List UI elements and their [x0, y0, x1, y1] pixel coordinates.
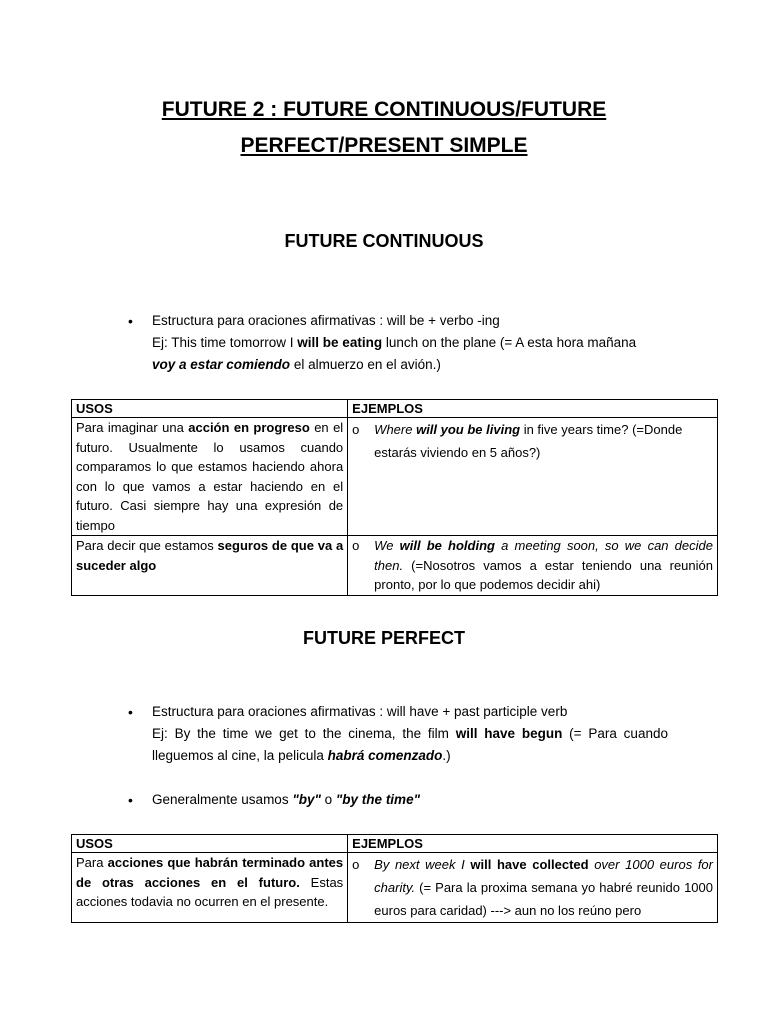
- column-header-ejemplos: EJEMPLOS: [348, 400, 718, 418]
- example-text: (= Para cuando: [562, 726, 668, 741]
- ejemplo-translation: estarás viviendo en 5 años?): [374, 445, 541, 460]
- perfect-structure-bullet: [128, 701, 668, 767]
- continuous-structure-bullet: [128, 310, 668, 376]
- ejemplo-text: a meeting soon, so we can decide then.: [374, 538, 713, 573]
- ejemplo-translation: (=Nosotros vamos a estar teniendo una reunión pronto, por lo que podemos decidir ahi): [374, 557, 713, 592]
- example-translation-text: el almuerzo en el avión.): [290, 357, 441, 372]
- ejemplo-translation: (=Donde: [628, 422, 683, 437]
- example-text: This time tomorrow I: [171, 335, 298, 350]
- structure-formula: will have + past participle verb: [386, 704, 568, 719]
- example-translation-line: [152, 354, 668, 376]
- table-header-row: [72, 835, 718, 853]
- ejemplo-cell: [348, 536, 718, 596]
- example-translation-highlight: voy a estar comiendo: [152, 357, 291, 372]
- structure-label: Estructura para oraciones afirmativas :: [152, 313, 387, 328]
- bullet-dot-icon: •: [128, 792, 133, 808]
- perfect-usage-table: [71, 834, 718, 923]
- structure-line: [152, 701, 668, 723]
- example-translation-line: [152, 745, 668, 767]
- ejemplo-text: over 1000 euros for charity.: [374, 857, 713, 895]
- ejemplo-cell: [348, 418, 718, 536]
- uso-highlight: seguros de que va a suceder algo: [76, 538, 344, 573]
- continuous-usage-table: [71, 399, 718, 596]
- document-title-line-2: PERFECT/PRESENT SIMPLE: [240, 134, 528, 157]
- table-row: [72, 853, 718, 923]
- example-prefix: Ej:: [152, 726, 175, 741]
- bullet-dot-icon: •: [128, 704, 133, 720]
- section-heading-future-continuous: FUTURE CONTINUOUS: [284, 231, 484, 251]
- structure-line: [152, 310, 668, 332]
- uso-text: en el futuro. Usualmente lo usamos cuando comparamos lo que estamos haciendo ahora con lo que vamos a estar haciendo en el futuro. Casi siempre hay una expresión de tiempo: [76, 420, 344, 533]
- list-marker-icon: o: [352, 538, 360, 553]
- example-translation-highlight: habrá comenzado: [327, 748, 443, 763]
- ejemplo-item: [352, 418, 713, 464]
- column-header-usos: USOS: [72, 400, 348, 418]
- structure-formula: will be + verbo -ing: [386, 313, 500, 328]
- uso-text: Estas acciones todavia no ocurren en el presente.: [76, 874, 344, 909]
- table-header-row: [72, 400, 718, 418]
- column-header-ejemplos: EJEMPLOS: [348, 835, 718, 853]
- ejemplo-highlight: will have collected: [470, 857, 589, 872]
- uso-text: Para: [76, 855, 108, 870]
- ejemplo-highlight: will be holding: [399, 538, 495, 553]
- bullet-dot-icon: •: [128, 313, 133, 329]
- uso-text: Para imaginar una: [76, 420, 189, 435]
- usage-note-highlight: "by the time": [335, 792, 420, 807]
- document-title-line-1: FUTURE 2 : FUTURE CONTINUOUS/FUTURE: [161, 98, 607, 121]
- ejemplo-highlight: will you be living: [416, 422, 521, 437]
- example-translation-text: .): [442, 748, 451, 763]
- example-translation-text: lleguemos al cine, la pelicula: [152, 748, 328, 763]
- ejemplo-text: in five years time?: [520, 422, 629, 437]
- example-line: [152, 332, 668, 354]
- uso-highlight: acción en progreso: [188, 420, 310, 435]
- example-text: lunch on the plane (= A esta hora mañana: [382, 335, 637, 350]
- list-marker-icon: o: [352, 857, 360, 872]
- perfect-usage-note-bullet: [128, 789, 668, 811]
- ejemplo-text: Where: [374, 422, 417, 437]
- usage-note-line: [152, 789, 668, 811]
- ejemplo-item: [352, 536, 713, 595]
- uso-cell: [72, 853, 348, 923]
- ejemplo-cell: [348, 853, 718, 923]
- usage-note-text: Generalmente usamos: [152, 792, 293, 807]
- column-header-usos: USOS: [72, 835, 348, 853]
- structure-label: Estructura para oraciones afirmativas :: [152, 704, 387, 719]
- example-highlight: will have begun: [455, 726, 563, 741]
- example-line: [152, 723, 668, 745]
- table-row: [72, 418, 718, 536]
- ejemplo-text: We: [374, 538, 400, 553]
- ejemplo-text: By next week I: [374, 857, 471, 872]
- ejemplo-translation: (= Para la proxima semana yo habré reunido 1000 euros para caridad) ---> aun no los reúno pero: [374, 880, 713, 918]
- example-prefix: Ej:: [152, 335, 172, 350]
- section-heading-future-perfect: FUTURE PERFECT: [303, 628, 465, 648]
- uso-highlight: acciones que habrán terminado antes de otras acciones en el futuro.: [76, 855, 344, 890]
- uso-cell: [72, 418, 348, 536]
- example-highlight: will be eating: [297, 335, 383, 350]
- uso-text: Para decir que estamos: [76, 538, 218, 553]
- table-row: [72, 536, 718, 596]
- usage-note-text: o: [320, 792, 336, 807]
- example-text: By the time we get to the cinema, the film: [174, 726, 456, 741]
- uso-cell: [72, 536, 348, 596]
- list-marker-icon: o: [352, 422, 360, 437]
- ejemplo-line: [374, 441, 713, 464]
- usage-note-highlight: "by": [292, 792, 321, 807]
- ejemplo-line: [374, 418, 713, 441]
- ejemplo-item: [352, 853, 713, 922]
